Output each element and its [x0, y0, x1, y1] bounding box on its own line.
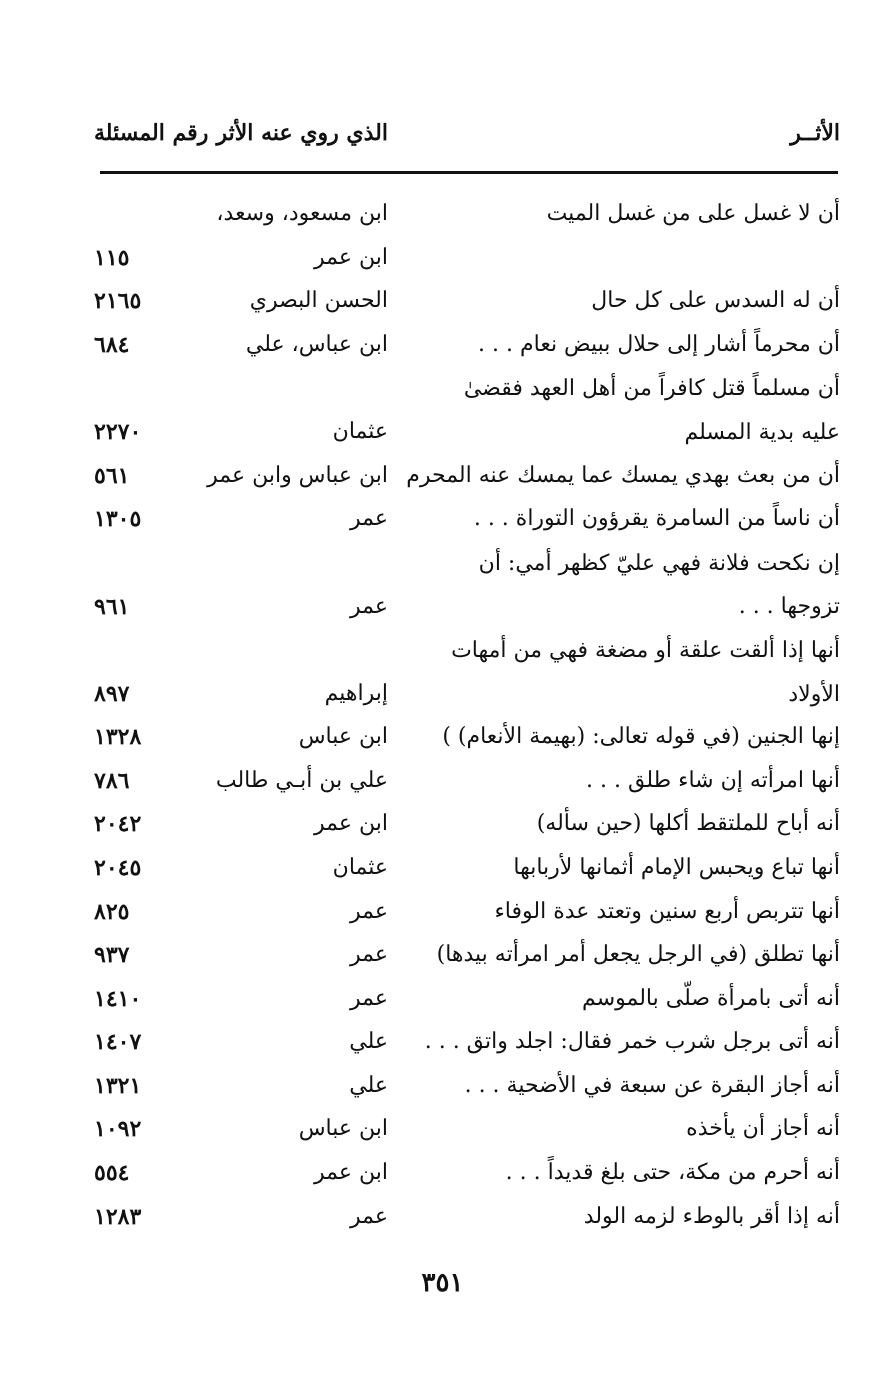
table-row: [80, 1196, 840, 1240]
issue-number: ٥٦١: [94, 462, 130, 489]
issue-number: ٧٨٦: [94, 767, 130, 794]
table-row: [80, 1108, 840, 1152]
athar-text: أنها تباع ويحبس الإمام أثمانها لأربابها: [513, 854, 840, 880]
table-row: [80, 324, 840, 368]
table-row: [80, 367, 840, 454]
issue-number: ٨٩٧: [94, 680, 130, 707]
table-body: [80, 193, 840, 1239]
athar-text: إن نكحت فلانة فهي عليّ كظهر أمي: أن تزوجها . . .: [478, 550, 840, 620]
column-header-number: رقم المسئلة: [94, 120, 209, 146]
athar-text: أنه أجاز أن يأخذه: [686, 1116, 840, 1142]
athar-text: أنها إذا ألقت علقة أو مضغة فهي من أمهات الأولاد: [451, 637, 840, 707]
issue-number: ١٣٠٥: [94, 506, 142, 533]
narrator-text: عثمان: [332, 419, 388, 445]
table-row: [80, 237, 840, 281]
narrator-text: عثمان: [332, 854, 388, 880]
issue-number: ٩٣٧: [94, 942, 130, 969]
issue-number: ١٤١٠: [94, 985, 142, 1012]
narrator-text: علي: [349, 1029, 388, 1055]
athar-text: أن لا غسل على من غسل الميت: [546, 201, 840, 226]
narrator-text: عمر: [350, 942, 388, 968]
narrator-text: الحسن البصري: [249, 288, 388, 314]
table-row: [80, 280, 840, 324]
narrator-text: عمر: [350, 1203, 388, 1229]
narrator-text: عمر: [350, 985, 388, 1011]
header-divider: [100, 171, 838, 174]
table-row: [80, 934, 840, 978]
athar-text: أن ناساً من السامرة يقرؤون التوراة . . .: [473, 506, 840, 532]
athar-text: أن من بعث بهدي يمسك عما يمسك عنه المحرم: [406, 462, 840, 488]
narrator-text: ابن عباس وابن عمر: [207, 462, 388, 488]
narrator-text: ابن عباس: [298, 724, 388, 750]
athar-text: إنها الجنين (في قوله تعالى: (بهيمة الأنعام) ): [442, 724, 840, 750]
issue-number: ١٣٢٨: [94, 724, 142, 751]
athar-text: أنه أجاز البقرة عن سبعة في الأضحية . . .: [464, 1072, 840, 1098]
table-row: [80, 760, 840, 804]
column-header-athar: الأثــر: [790, 120, 840, 146]
issue-number: ٢١٦٥: [94, 288, 142, 315]
narrator-text: علي: [349, 1072, 388, 1098]
narrator-text: عمر: [350, 898, 388, 924]
issue-number: ١٣٢١: [94, 1072, 142, 1099]
table-header: [80, 112, 840, 160]
issue-number: ٨٢٥: [94, 898, 130, 925]
issue-number: ٢٢٧٠: [94, 419, 142, 446]
athar-text: أنها امرأته إن شاء طلق . . .: [586, 767, 840, 793]
table-row: [80, 1021, 840, 1065]
table-row: [80, 1152, 840, 1196]
table-row: [80, 891, 840, 935]
table-row: [80, 716, 840, 760]
athar-text: أن له السدس على كل حال: [591, 288, 840, 314]
table-row: [80, 498, 840, 542]
issue-number: ٦٨٤: [94, 331, 130, 358]
issue-number: ١٤٠٧: [94, 1029, 142, 1056]
athar-text: أنها تطلق (في الرجل يجعل أمر امرأته بيدها): [436, 942, 840, 968]
athar-text: أن محرماً أشار إلى حلال ببيض نعام . . .: [478, 331, 840, 357]
athar-text: أنه إذا أقر بالوطء لزمه الولد: [583, 1203, 840, 1229]
issue-number: ٢٠٤٥: [94, 854, 142, 881]
column-header-narrator: الذي روي عنه الأثر: [216, 120, 388, 146]
table-row: [80, 847, 840, 891]
table-row: [80, 542, 840, 629]
narrator-text: ابن عمر: [314, 244, 388, 270]
issue-number: ٢٠٤٢: [94, 811, 142, 838]
narrator-text: علي بن أبـي طالب: [215, 767, 388, 793]
issue-number: ٩٦١: [94, 593, 130, 620]
athar-text: أنه أباح للملتقط أكلها (حين سأله): [536, 811, 840, 837]
athar-text: أنه أتى برجل شرب خمر فقال: اجلد واتق . . .: [424, 1029, 840, 1055]
table-row: [80, 193, 840, 237]
athar-text: أنها تتربص أربع سنين وتعتد عدة الوفاء: [494, 898, 840, 924]
page-number: ٣٥١: [421, 1268, 464, 1298]
narrator-text: ابن عمر: [314, 811, 388, 837]
narrator-text: إبراهيم: [324, 680, 388, 706]
athar-text: أنه أتى بامرأة صلّى بالموسم: [582, 985, 840, 1011]
table-row: [80, 629, 840, 716]
table-row: [80, 978, 840, 1022]
narrator-text: ابن عباس، علي: [245, 331, 388, 357]
narrator-text: ابن مسعود، وسعد،: [216, 201, 388, 226]
issue-number: ١١٥: [94, 244, 130, 271]
narrator-text: عمر: [350, 506, 388, 532]
athar-text: أنه أحرم من مكة، حتى بلغ قديداً . . .: [505, 1160, 840, 1186]
issue-number: ٥٥٤: [94, 1160, 130, 1187]
table-row: [80, 1065, 840, 1109]
table-row: [80, 803, 840, 847]
narrator-text: ابن عمر: [314, 1160, 388, 1186]
issue-number: ١٢٨٣: [94, 1203, 142, 1230]
narrator-text: عمر: [350, 593, 388, 619]
table-row: [80, 455, 840, 499]
issue-number: ١٠٩٢: [94, 1116, 142, 1143]
narrator-text: ابن عباس: [298, 1116, 388, 1142]
athar-text: أن مسلماً قتل كافراً من أهل العهد فقضىٰ عليه بدية المسلم: [463, 376, 840, 445]
